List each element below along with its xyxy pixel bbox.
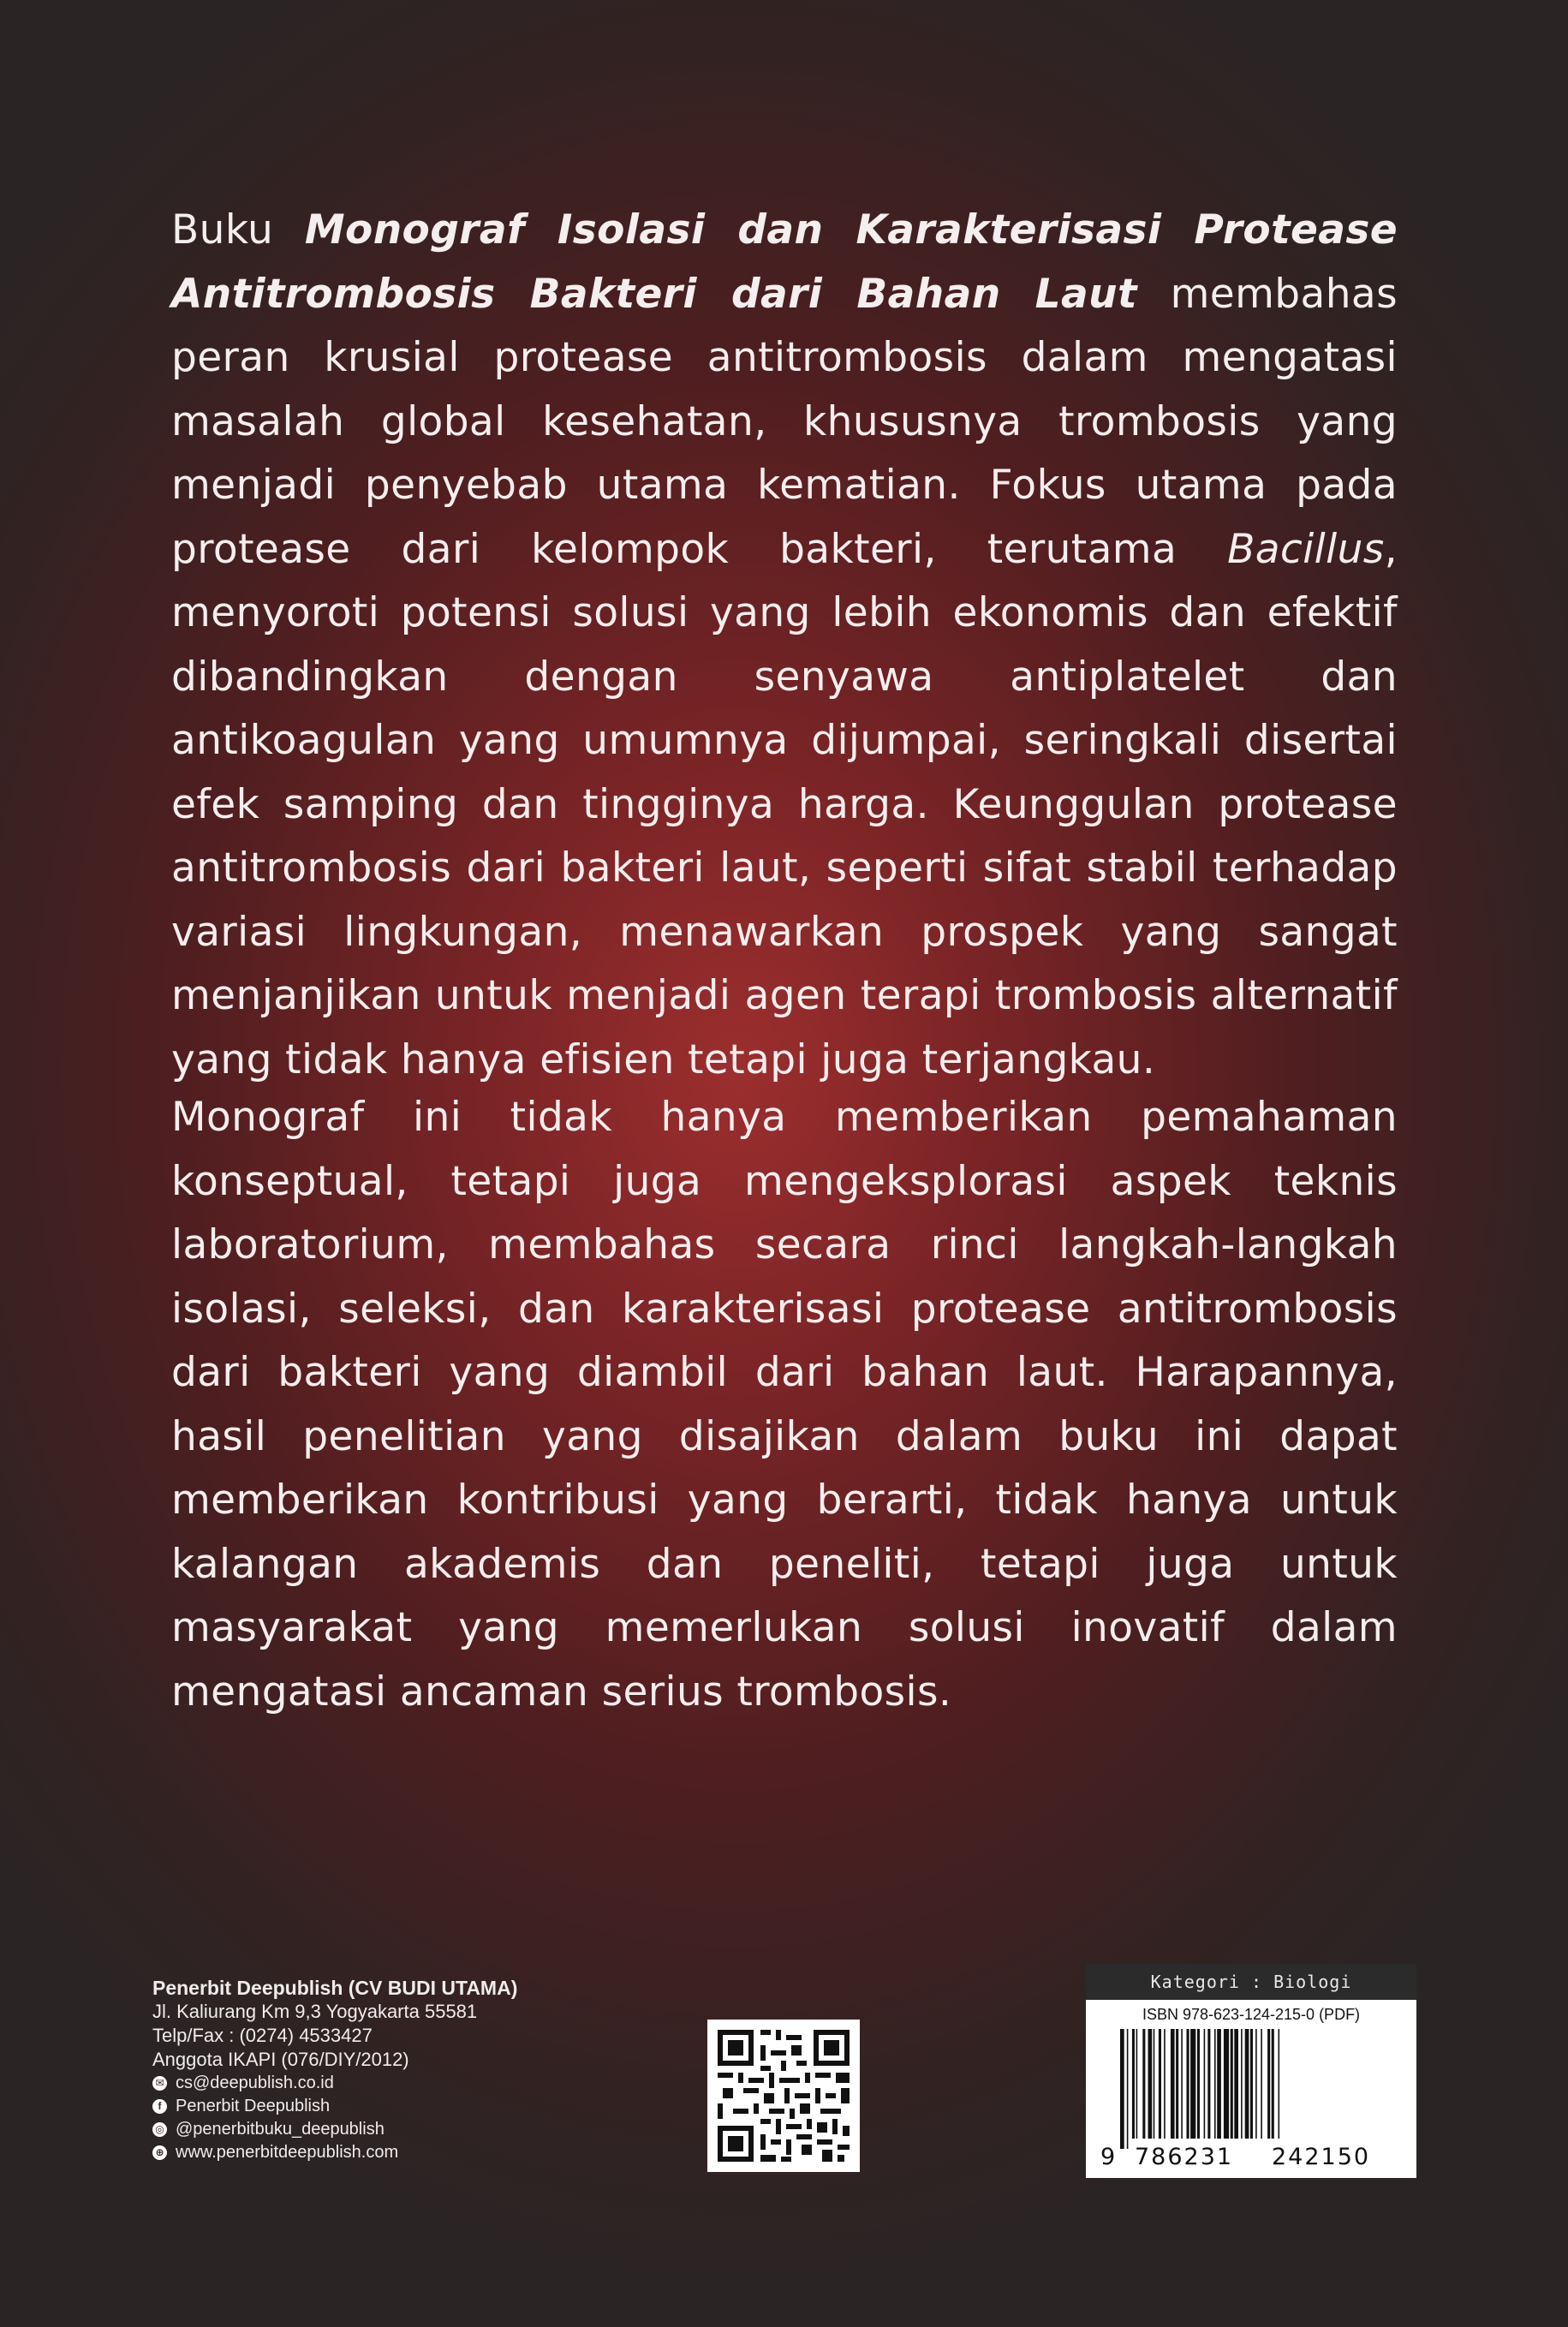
genus-name: Bacillus — [1227, 525, 1385, 573]
barcode-bar — [1171, 2029, 1175, 2139]
qr-code-graphic — [707, 2020, 860, 2172]
barcode-bar — [1234, 2029, 1238, 2139]
book-title: Monograf Isolasi dan Karakterisasi Protease Antitrombosis Bakteri dari Bahan Laut — [171, 206, 1398, 318]
publisher-info — [152, 1976, 666, 2164]
globe-icon: ⊕ — [152, 2145, 167, 2160]
barcode-bar — [1164, 2029, 1166, 2139]
instagram-icon: ◎ — [152, 2122, 167, 2137]
barcode-bar — [1127, 2029, 1129, 2149]
contact-facebook — [152, 2095, 666, 2118]
email-text: cs@deepublish.co.id — [176, 2073, 334, 2092]
barcode-bar — [1187, 2029, 1189, 2139]
barcode-bar — [1120, 2029, 1124, 2149]
barcode-bar — [1197, 2029, 1200, 2139]
barcode-bar — [1255, 2029, 1257, 2139]
barcode-bar — [1241, 2029, 1243, 2139]
barcode-digit-first: 9 — [1100, 2144, 1116, 2170]
qr-code — [707, 2020, 860, 2172]
barcode-digits-left: 786231 — [1135, 2144, 1234, 2170]
barcode-panel — [1086, 1964, 1416, 2178]
barcode-bar — [1261, 2029, 1262, 2139]
blurb-paragraph-2: Monograf ini tidak hanya memberikan pemahaman konseptual, tetapi juga mengeksplorasi aspek teknis laboratorium, membahas secara rinci langkah-langkah isolasi, seleksi, dan karakterisasi protease antitrombosis dari bakteri yang diambil dari bahan laut. Harapannya, hasil penelitian yang disajikan dalam buku ini dapat memberikan kontribusi yang berarti, tidak hanya untuk kalangan akademis dan peneliti, tetapi juga untuk masyarakat yang memerlukan solusi inovatif dalam mengatasi ancaman serius trombosis. — [171, 1094, 1398, 1715]
blurb-text-1: membahas peran krusial protease antitrombosis dalam mengatasi masalah global kesehatan, khususnya trombosis yang menjadi penyebab utama kematian. Fokus utama pada protease dari kelompok bakteri, terutama — [171, 270, 1398, 573]
facebook-icon: f — [152, 2099, 167, 2114]
barcode-bar — [1159, 2029, 1161, 2139]
facebook-text: Penerbit Deepublish — [176, 2097, 331, 2115]
barcode-bar — [1207, 2029, 1210, 2139]
publisher-address: Jl. Kaliurang Km 9,3 Yogyakarta 55581 — [152, 2001, 478, 2022]
contact-website — [152, 2141, 666, 2164]
isbn-text: ISBN 978-623-124-215-0 (PDF) — [1142, 2006, 1361, 2023]
barcode-bar — [1154, 2029, 1155, 2139]
blurb-text-2: , menyoroti potensi solusi yang lebih ekonomis dan efektif dibandingkan dengan senyawa antiplatelet dan antikoagulan yang umumnya dijumpai, seringkali disertai efek samping dan tingginya harga. Keunggulan protease antitrombosis dari bakteri laut, seperti sifat stabil terhadap variasi lingkungan, menawarkan prospek yang sangat menjanjikan untuk menjadi agen terapi trombosis alternatif yang tidak hanya efisien tetapi juga terjangkau. — [171, 525, 1398, 1083]
barcode-bar — [1204, 2029, 1206, 2139]
publisher-membership: Anggota IKAPI (076/DIY/2012) — [152, 2049, 409, 2070]
barcode-bar — [1176, 2029, 1178, 2139]
barcode-bar — [1136, 2029, 1138, 2139]
barcode-bar — [1245, 2029, 1249, 2139]
barcode-digits-right: 242150 — [1272, 2144, 1371, 2170]
barcode-bar — [1190, 2029, 1195, 2139]
barcode-bar — [1217, 2029, 1221, 2139]
barcode-bar — [1231, 2029, 1233, 2139]
blurb-lead: Buku — [171, 206, 305, 254]
category-label: Kategori : Biologi — [1086, 1964, 1416, 2000]
email-icon: ✉ — [152, 2076, 167, 2091]
barcode-bar — [1267, 2029, 1270, 2139]
contact-email — [152, 2072, 666, 2095]
blurb-paragraph-1 — [171, 199, 1398, 1092]
barcode-bar — [1142, 2029, 1145, 2139]
barcode-bar — [1250, 2029, 1253, 2139]
barcode-bar — [1181, 2029, 1183, 2139]
barcode-bar — [1279, 2029, 1280, 2139]
website-text: www.penerbitdeepublish.com — [176, 2143, 399, 2162]
barcode-bar — [1272, 2029, 1274, 2139]
barcode-bar — [1224, 2029, 1229, 2139]
publisher-phone: Telp/Fax : (0274) 4533427 — [152, 2025, 373, 2046]
contact-instagram — [152, 2118, 666, 2141]
barcode-bar — [1132, 2029, 1135, 2139]
barcode-bar — [1214, 2029, 1216, 2139]
publisher-name: Penerbit Deepublish (CV BUDI UTAMA) — [152, 1977, 518, 1999]
instagram-text: @penerbitbuku_deepublish — [176, 2120, 385, 2139]
barcode-bar — [1148, 2029, 1153, 2139]
